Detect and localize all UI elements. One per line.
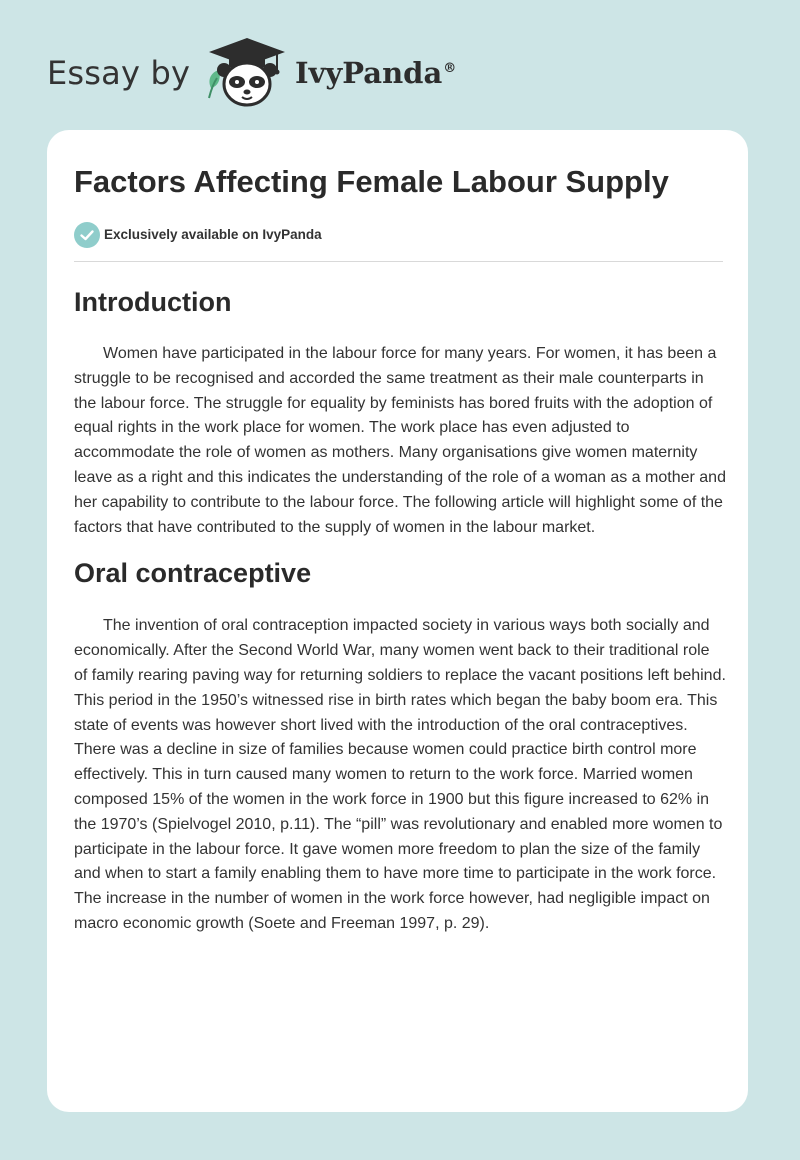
essay-by-label: Essay by [47, 54, 191, 92]
essay-card [47, 130, 748, 1112]
section-paragraph: The invention of oral contraception impacted society in various ways both socially and economically. After the Second World War, many women went back to their traditional role of family rearing paving way for returning soldiers to replace the vacant positions left behind. This period in the 1950’s witnessed rise in birth rates which began the baby boom era. This state of events was however short lived with the introduction of the oral contraceptives. There was a decline in size of families because women could practice birth control more effectively. This in turn caused many women to return to the work force. Married women composed 15% of the women in the work force in 1900 but this figure increased to 62% in the 1970’s (Spielvogel 2010, p.11). The “pill” was revolutionary and enabled more women to participate in the labour force. It gave women more freedom to plan the size of the family and when to start a family enabling them to have more time to participate in the work force. The increase in the number of women in the work force however, had negligible impact on macro economic growth (Soete and Freeman 1997, p. 29). [74, 617, 726, 932]
section-heading: Introduction [74, 287, 232, 317]
page-title: Factors Affecting Female Labour Supply [74, 164, 669, 199]
section-paragraph: Women have participated in the labour force for many years. For women, it has been a struggle to be recognised and accorded the same treatment as their male counterparts in the labour force. The struggle for equality by feminists has bored fruits with the adoption of equal rights in the work place for women. The work place has even adjusted to accommodate the role of women as mothers. Many organisations give women maternity leave as a right and this indicates the understanding of the role of a woman as a mother and her capability to contribute to the labour force. The following article will highlight some of the factors that have contributed to the supply of women in the labour market. [74, 345, 726, 536]
exclusive-badge-label: Exclusively available on IvyPanda [104, 227, 322, 242]
section-heading: Oral contraceptive [74, 558, 312, 589]
section-introduction [74, 282, 726, 540]
site-header [47, 32, 547, 112]
panda-graduation-cap-icon[interactable] [205, 36, 289, 110]
article-body [74, 282, 726, 937]
section-oral-contraceptive [74, 553, 726, 936]
registered-mark: ® [443, 61, 457, 77]
check-circle-icon [74, 222, 100, 248]
title-divider [74, 261, 723, 262]
brand-name[interactable]: IvyPanda® [295, 56, 457, 90]
